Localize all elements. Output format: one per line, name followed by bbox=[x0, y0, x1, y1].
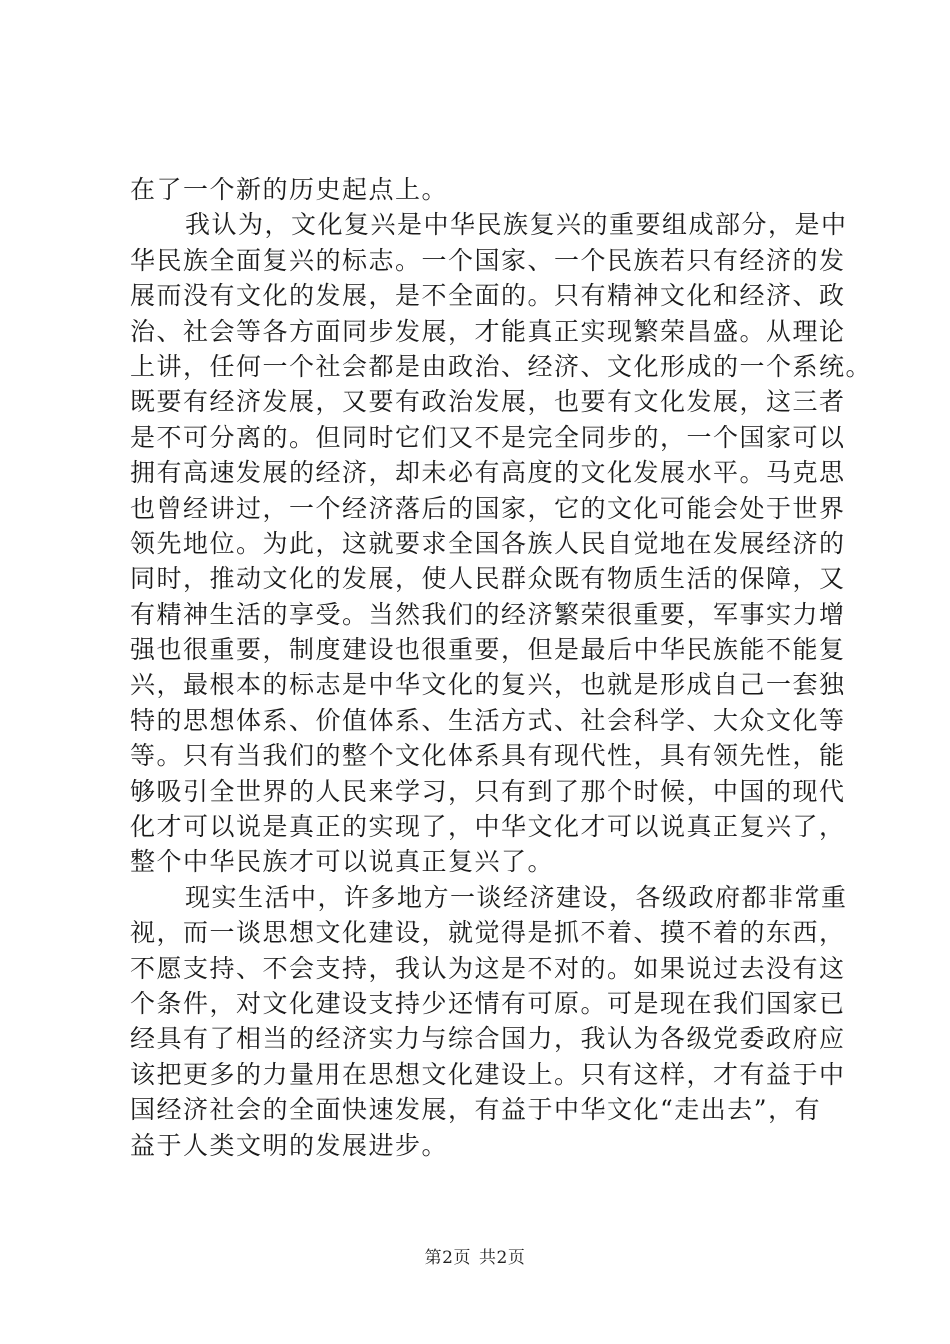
text-line: 展而没有文化的发展，是不全面的。只有精神文化和经济、政 bbox=[130, 281, 846, 311]
text-line: 等。只有当我们的整个文化体系具有现代性，具有领先性，能 bbox=[130, 741, 846, 771]
text-line: 益于人类文明的发展进步。 bbox=[130, 1130, 449, 1160]
paragraph-first-line: 现实生活中，许多地方一谈经济建设，各级政府都非常重 bbox=[185, 882, 848, 912]
text-line: 个条件，对文化建设支持少还情有可原。可是现在我们国家已 bbox=[130, 988, 846, 1018]
text-line: 特的思想体系、价值体系、生活方式、社会科学、大众文化等 bbox=[130, 705, 846, 735]
text-line: 上讲，任何一个社会都是由政治、经济、文化形成的一个系统。 bbox=[130, 351, 873, 381]
text-line: 拥有高速发展的经济，却未必有高度的文化发展水平。马克思 bbox=[130, 458, 846, 488]
text-line: 经具有了相当的经济实力与综合国力，我认为各级党委政府应 bbox=[130, 1024, 846, 1054]
text-line: 化才可以说是真正的实现了，中华文化才可以说真正复兴了， bbox=[130, 812, 846, 842]
text-line: 国经济社会的全面快速发展，有益于中华文化“走出去”，有 bbox=[130, 1095, 822, 1125]
text-line: 视，而一谈思想文化建设，就觉得是抓不着、摸不着的东西， bbox=[130, 918, 846, 948]
text-line: 强也很重要，制度建设也很重要，但是最后中华民族能不能复 bbox=[130, 635, 846, 665]
text-line: 也曾经讲过，一个经济落后的国家，它的文化可能会处于世界 bbox=[130, 493, 846, 523]
document-body bbox=[130, 172, 873, 1163]
paragraph-first-line: 我认为，文化复兴是中华民族复兴的重要组成部分，是中 bbox=[185, 210, 848, 240]
text-line: 领先地位。为此，这就要求全国各族人民自觉地在发展经济的 bbox=[130, 528, 846, 558]
text-line: 够吸引全世界的人民来学习，只有到了那个时候，中国的现代 bbox=[130, 776, 846, 806]
page-number-total: 共2页 bbox=[479, 1248, 526, 1268]
text-line: 既要有经济发展，又要有政治发展，也要有文化发展，这三者 bbox=[130, 387, 846, 417]
text-line: 不愿支持、不会支持，我认为这是不对的。如果说过去没有这 bbox=[130, 953, 846, 983]
text-line: 在了一个新的历史起点上。 bbox=[130, 175, 449, 204]
text-line: 整个中华民族才可以说真正复兴了。 bbox=[130, 847, 555, 877]
text-line: 同时，推动文化的发展，使人民群众既有物质生活的保障，又 bbox=[130, 564, 846, 594]
text-line: 治、社会等各方面同步发展，才能真正实现繁荣昌盛。从理论 bbox=[130, 316, 846, 346]
text-line: 是不可分离的。但同时它们又不是完全同步的，一个国家可以 bbox=[130, 422, 846, 452]
page-footer bbox=[0, 1243, 950, 1268]
text-line: 华民族全面复兴的标志。一个国家、一个民族若只有经济的发 bbox=[130, 245, 846, 275]
text-line: 该把更多的力量用在思想文化建设上。只有这样，才有益于中 bbox=[130, 1059, 846, 1089]
page-number-current: 第2页 bbox=[424, 1248, 471, 1268]
text-line: 有精神生活的享受。当然我们的经济繁荣很重要，军事实力增 bbox=[130, 599, 846, 629]
text-line: 兴，最根本的标志是中华文化的复兴，也就是形成自己一套独 bbox=[130, 670, 846, 700]
